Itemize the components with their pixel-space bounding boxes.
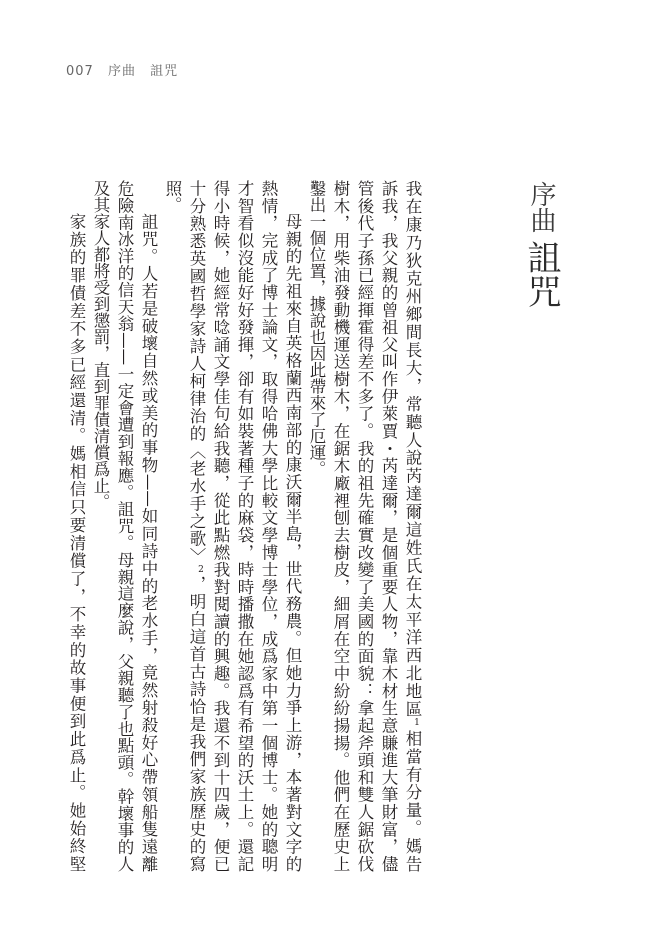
text-segment: 我在康乃狄克州鄉間長大，常聽人說芮達爾這姓氏在太平洋西北地區: [403, 180, 422, 719]
body-text: [64, 180, 424, 872]
text-column: 管後代子孫已經揮霍得差不多了。我的祖先確實改變了美國的面貌：拿起斧頭和雙人鋸砍伐: [355, 180, 374, 872]
running-header: [66, 63, 188, 81]
footnote-marker: 2: [196, 564, 206, 575]
text-column: 家族的罪債差不多已經還清。媽相信只要清償了，不幸的故事便到此爲止。她始終堅: [67, 213, 86, 872]
text-column: [400, 180, 424, 872]
text-column: 訴我，我父親的曾祖父叫作伊萊賈・芮達爾，是個重要人物，靠木材生意賺進大筆財富，儘: [379, 180, 398, 872]
text-column: 詛咒。人若是破壞自然或美的事物——如同詩中的老水手，竟然射殺好心帶領船隻遠離: [139, 213, 158, 872]
text-column: 鑿出一個位置，據說也因此帶來了厄運。: [307, 180, 326, 477]
text-segment: ，明白這首古詩恰是我們家族歷史的寫: [187, 574, 206, 872]
text-column: 及其家人都將受到懲罰，直到罪債清償爲止。: [91, 180, 110, 510]
text-segment: 十分熟悉英國哲學家詩人柯律治的〈老水手之歌〉: [187, 180, 206, 565]
text-column: 熱情，完成了博士論文，取得哈佛大學比較文學博士學位，成爲家中第一個博士。她的聰明: [259, 180, 278, 872]
text-column: [184, 180, 208, 872]
text-column: 樹木，用柴油發動機運送樹木，在鋸木廠裡刨去樹皮，細屑在空中紛紛揚揚。他們在歷史上: [331, 180, 350, 872]
page-number: 007: [66, 64, 94, 79]
footnote-marker: 1: [412, 718, 422, 729]
text-segment: 相當有分量。媽告: [403, 728, 422, 872]
text-column: 母親的先祖來自英格蘭西南部的康沃爾半島，世代務農。但她力爭上游，本著對文字的: [283, 213, 302, 872]
text-column: 才智看似沒能好好發揮，卻有如裝著種子的麻袋，時時播撒在她認爲有希望的沃土上。還記: [235, 180, 254, 872]
header-part: 序曲: [107, 64, 136, 79]
chapter-part-label: 序曲: [526, 181, 556, 233]
text-column: 照。: [163, 180, 182, 213]
header-chapter: 詛咒: [150, 64, 179, 79]
chapter-title: 詛咒: [521, 240, 561, 308]
text-column: 危險南冰洋的信天翁——一定會遭到報應。詛咒。母親這麼說，父親聽了也點頭。幹壞事的人: [115, 180, 134, 872]
text-column: 得小時候，她經常唸誦文學佳句給我聽，從此點燃我對閱讀的興趣。我還不到十四歲，便已: [211, 180, 230, 872]
